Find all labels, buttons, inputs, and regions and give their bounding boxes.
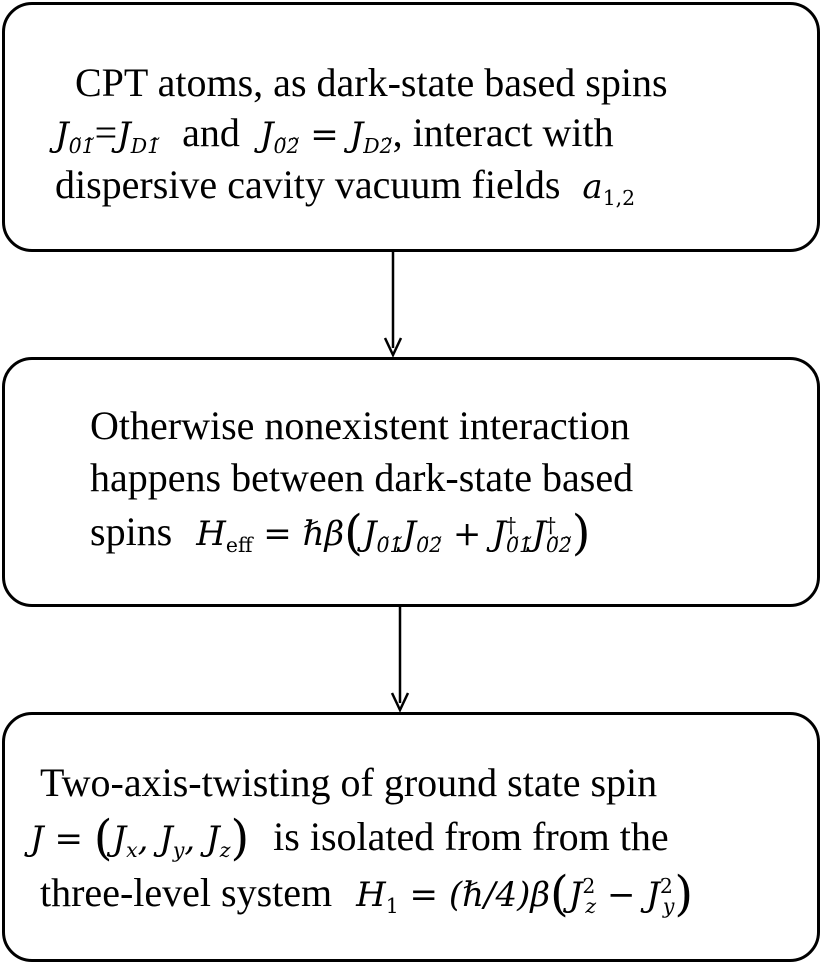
box2-line1: Otherwise nonexistent interaction [90, 403, 630, 448]
box1-line1: CPT atoms, as dark-state based spins [75, 60, 668, 105]
box2-line2: happens between dark-state based [90, 455, 634, 500]
math-J02-eq-JD2: $J_{0̃2̃} = J_{D2̃}$ [259, 115, 393, 159]
box1-line2: $J_{0̃1̃}=J_{D1̃}$ and $J_{0̃2̃} = J_{D2̃}$, interact with [55, 110, 614, 159]
arrow-2 [392, 607, 408, 710]
box3-line2-end: is isolated from from the [273, 814, 669, 859]
arrow-1 [385, 252, 401, 355]
math-J-vector: $J = (J_x$, $J_y$, $J_z$) [30, 810, 250, 866]
math-Heff: $H_{eff}$ = $\hbar\beta(J_{0̃1̃}J_{0̃2̃} + J^\dagger_{0̃1̃}J^\dagger_{0̃2̃})$ [196, 505, 591, 561]
box3-line3: three-level system $H_1$ = $(\hbar/4)\beta(J^2_z - J^2_y)$ [40, 866, 694, 922]
math-J01: $J_{0̃1̃}$ [55, 115, 95, 159]
math-JD1: $J_{D1̃}$ [117, 115, 161, 159]
and-word: and [182, 110, 240, 155]
math-a12: $a_{1,2}$ [582, 167, 636, 211]
box2-line3: spins $H_{eff}$ = $\hbar\beta(J_{0̃1̃}J_{0̃2̃} + J^\dagger_{0̃1̃}J^\dagger_{0̃2̃})$ [90, 505, 591, 561]
box1-line3: dispersive cavity vacuum fields $a_{1,2}$ [55, 162, 636, 211]
math-H1: $H_1$ = $(\hbar/4)\beta(J^2_z - J^2_y)$ [356, 866, 694, 922]
box3-line1: Two-axis-twisting of ground state spin [40, 760, 658, 805]
box1-line2-end: , interact with [392, 110, 614, 155]
